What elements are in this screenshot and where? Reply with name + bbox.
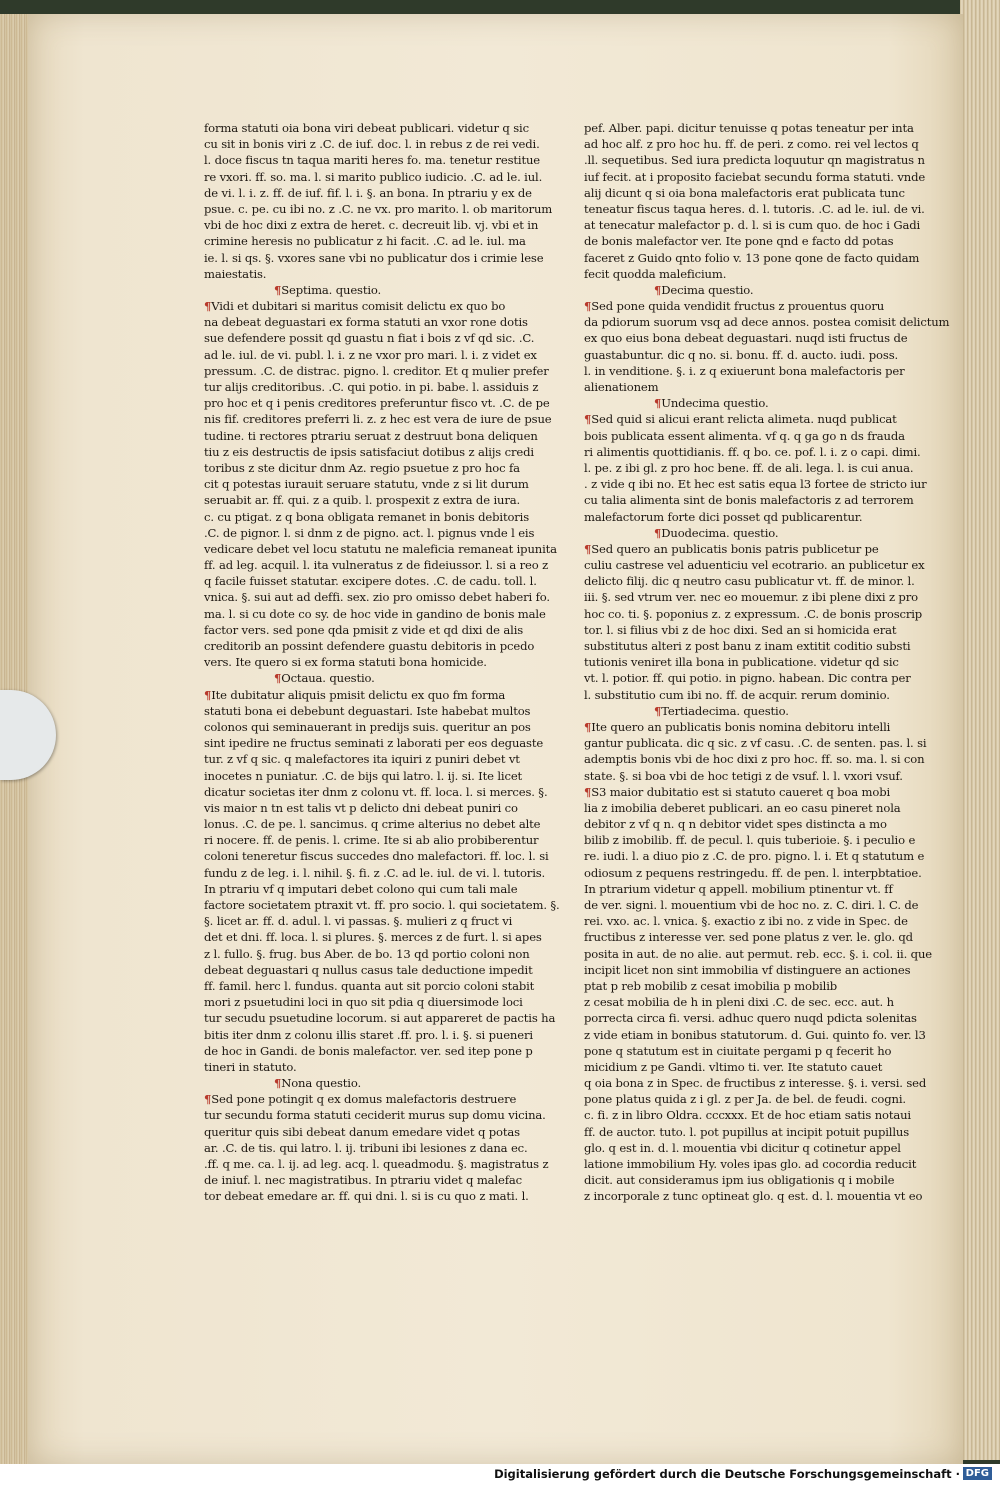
line-text: z cesat mobilia de h in pleni dixi .C. de sec. ecc. aut. h (584, 995, 894, 1010)
line-text: factore societatem ptraxit vt. ff. pro socio. l. qui societatem. §. (204, 898, 560, 912)
line-text: q oia bona z in Spec. de fructibus z interesse. §. i. versi. sed (584, 1076, 927, 1091)
line-text: porrecta circa fi. versi. adhuc quero nuqd pdicta solenitas (584, 1011, 917, 1026)
line-text: pone platus quida z i gl. z per Ja. de bel. de feudi. cogni. (584, 1092, 906, 1107)
line-text: sue defendere possit qd guastu n fiat i bois z vf qd sic. .C. (204, 331, 535, 346)
line-text: l. doce fiscus tn taqua mariti heres fo. ma. tenetur restitue (204, 153, 540, 168)
text-line (204, 897, 560, 913)
line-text: delicto filij. dic q neutro casu publicatur vt. ff. de minor. l. (584, 574, 915, 589)
line-text: crimine heresis no publicatur z hi facit. .C. ad le. iul. ma (204, 234, 526, 249)
line-text: bois publicata essent alimenta. vf q. q ga go n ds frauda (584, 428, 905, 443)
line-text: vt. l. potior. ff. qui potio. in pigno. habean. Dic contra per (584, 671, 911, 686)
line-text: tor. l. si filius vbi z de hoc dixi. Sed an si homicida erat (584, 622, 897, 637)
line-text: Septima. questio. (281, 282, 382, 297)
funding-credit: Digitalisierung gefördert durch die Deutsche Forschungsgemeinschaft · (494, 1467, 960, 1481)
text-line (584, 1172, 894, 1188)
line-text: In ptrarium videtur q appell. mobilium ptinentur vt. ff (584, 881, 893, 896)
text-line (584, 897, 919, 913)
line-text: .C. de pignor. l. si dnm z de pigno. act. l. pignus vnde l eis (204, 525, 535, 540)
paragraph-start-line (584, 784, 894, 800)
line-text: tutionis veniret illa bona in publicatione. videtur qd sic (584, 655, 899, 670)
text-line (584, 1091, 906, 1107)
text-line (204, 347, 537, 363)
line-text: ademptis bonis vbi de hoc dixi z pro hoc. ff. so. ma. l. si con (584, 752, 925, 767)
line-text: Duodecima. questio. (661, 525, 779, 540)
line-text: forma statuti oia bona viri debeat publicari. videtur q sic (204, 121, 529, 135)
line-text: de ver. signi. l. mouentium vbi de hoc no. z. C. diri. l. C. de (584, 898, 919, 912)
paragraph-start-line (204, 687, 514, 703)
line-text: alij dicunt q si oia bona malefactoris erat publicata tunc (584, 185, 905, 200)
text-line (584, 476, 927, 492)
line-text: Decima questio. (661, 282, 754, 297)
text-line (584, 233, 894, 249)
line-text: cit q potestas iurauit seruare statutu, vnde z si lit durum (204, 477, 529, 492)
text-line (204, 492, 521, 508)
line-text: Undecima questio. (661, 396, 769, 411)
line-text: re. iudi. l. a diuo pio z .C. de pro. pigno. l. i. Et q statutum e (584, 849, 925, 864)
line-text: statuti bona ei debebunt deguastari. Iste habebat multos (204, 703, 531, 718)
line-text: toribus z ste dicitur dnm Az. regio psuetue z pro hoc fa (204, 460, 520, 475)
text-line (584, 201, 925, 217)
line-text: c. cu ptigat. z q bona obligata remanet in bonis debitoris (204, 509, 530, 524)
text-line (204, 1156, 549, 1172)
text-line (584, 347, 899, 363)
text-line (204, 751, 520, 767)
text-line (584, 1107, 911, 1123)
line-text: colonos qui seminauerant in predijs suis. queritur an pos (204, 719, 531, 734)
question-heading (204, 670, 514, 686)
text-line (204, 233, 526, 249)
line-text: ff. famil. herc l. fundus. quanta aut sit porcio coloni stabit (204, 978, 535, 993)
line-text: debeat deguastari q nullus casus tale deductione impedit (204, 962, 533, 977)
line-text: bitis iter dnm z colonu illis staret .ff. pro. l. i. §. si pueneri (204, 1027, 533, 1042)
text-line (584, 929, 913, 945)
line-text: guastabuntur. dic q no. si. bonu. ff. d. aucto. iudi. poss. (584, 347, 899, 362)
text-line (204, 703, 531, 719)
line-text: §. licet ar. ff. d. adul. l. vi passas. §. mulieri z q fruct vi (204, 914, 513, 929)
line-text: queritur quis sibi debeat danum emedare videt q potas (204, 1124, 520, 1139)
text-line (584, 136, 919, 152)
text-line (584, 169, 926, 185)
line-text: coloni teneretur fiscus succedes dno malefactori. ff. loc. l. si (204, 849, 549, 864)
line-text: vnica. §. sui aut ad deffi. sex. zio pro omisso debet haberi fo. (204, 590, 550, 605)
line-text: state. §. si boa vbi de hoc tetigi z de vsuf. l. l. vxori vsuf. (584, 768, 903, 783)
line-text: na debeat deguastari ex forma statuti an vxor rone dotis (204, 315, 528, 330)
text-line (584, 881, 894, 897)
line-text: ar. .C. de tis. qui latro. l. ij. tribuni ibi lesiones z dana ec. (204, 1140, 528, 1155)
line-text: fecit quodda maleficium. (584, 266, 727, 281)
line-text: at tenecatur malefactor p. d. l. si is cum quo. de hoc i Gadi (584, 218, 921, 233)
text-line (204, 929, 542, 945)
text-line (204, 557, 549, 573)
text-line (584, 913, 908, 929)
line-text: teneatur fiscus taqua heres. d. l. tutoris. .C. ad le. iul. de vi. (584, 201, 925, 216)
line-text: S3 maior dubitatio est si statuto caueret q boa mobi (591, 784, 891, 799)
line-text: Sed pone quida vendidit fructus z prouentus quoru (591, 299, 885, 314)
rubric-mark: ¶ (654, 282, 662, 297)
rubric-mark: ¶ (654, 396, 662, 411)
text-line (584, 768, 903, 784)
text-line (584, 638, 911, 654)
text-line (204, 573, 537, 589)
line-text: ri nocere. ff. de penis. l. crime. Ite si ab alio probiberentur (204, 833, 539, 848)
line-text: z vide etiam in bonibus statutorum. d. Gui. quinto fo. ver. l3 (584, 1027, 926, 1042)
line-text: ad le. iul. de vi. publ. l. i. z ne vxor pro mari. l. i. z videt ex (204, 347, 537, 362)
line-text: Vidi et dubitari si maritus comisit delictu ex quo bo (211, 299, 506, 314)
text-line (584, 1059, 894, 1075)
line-text: malefactorum forte dici posset qd publicarentur. (584, 509, 863, 524)
line-text: Sed quid si alicui erant relicta alimeta. nuqd publicat (591, 412, 897, 427)
text-line (584, 735, 927, 751)
line-text: Sed pone potingit q ex domus malefactoris destruere (211, 1092, 517, 1107)
line-text: debitor z vf q n. q n debitor videt spes distincta a mo (584, 817, 887, 832)
line-text: pressum. .C. de distrac. pigno. l. creditor. Et q mulier prefer (204, 363, 549, 378)
text-line (204, 832, 539, 848)
text-line (584, 573, 915, 589)
text-line (584, 589, 918, 605)
line-text: tur secudu psuetudine locorum. si aut appareret de pactis ha (204, 1011, 556, 1026)
line-text: pef. Alber. papi. dicitur tenuisse q potas teneatur per inta (584, 121, 914, 135)
line-text: creditorib an possint defendere guastu debitoris in pcedo (204, 639, 535, 653)
text-line (204, 1124, 520, 1140)
paragraph-mark: ¶ (204, 299, 212, 314)
line-text: de iniuf. l. nec magistratibus. In ptrariu videt q malefac (204, 1173, 522, 1188)
question-heading (204, 1075, 514, 1091)
paragraph-mark: ¶ (584, 541, 592, 556)
paragraph-start-line (584, 719, 894, 735)
line-text: z l. fullo. §. frug. bus Aber. de bo. 13 qd portio coloni non (204, 946, 530, 961)
line-text: latione immobilium Hy. voles ipas glo. ad cocordia reducit (584, 1157, 917, 1171)
line-text: l. in venditione. §. i. z q exiuerunt bona malefactoris per (584, 363, 905, 378)
line-text: tor debeat emedare ar. ff. qui dni. l. si is cu quo z mati. l. (204, 1189, 529, 1204)
line-text: nis fif. creditores preferri li. z. z hec est vera de iure de psue (204, 412, 552, 427)
line-text: psue. c. pe. cu ibi no. z .C. ne vx. pro marito. l. ob maritorum (204, 201, 553, 216)
line-text: dicit. aut consideramus ipm ius obligationis q i mobile (584, 1173, 895, 1188)
line-text: iuf fecit. at i proposito faciebat secundu forma statuti. vnde (584, 169, 926, 184)
rubric-mark: ¶ (274, 282, 282, 297)
line-text: gantur publicata. dic q sic. z vf casu. .C. de senten. pas. l. si (584, 736, 927, 751)
text-line (204, 509, 530, 525)
text-line (584, 994, 894, 1010)
text-line (584, 314, 950, 330)
paragraph-start-line (204, 1091, 517, 1107)
text-line (204, 1172, 522, 1188)
text-line (584, 185, 905, 201)
line-text: fructibus z interesse ver. sed pone platus z ver. le. glo. qd (584, 930, 913, 945)
text-line (204, 379, 539, 395)
line-text: re vxori. ff. so. ma. l. si marito publico iudicio. .C. ad le. iul. (204, 169, 543, 184)
line-text: incipit licet non sint immobilia vf distinguere an actiones (584, 962, 911, 977)
text-line (204, 541, 557, 557)
line-text: de bonis malefactor ver. Ite pone qnd e facto dd potas (584, 234, 894, 249)
text-line (584, 1043, 894, 1059)
text-line (204, 735, 544, 751)
text-line (204, 266, 514, 282)
text-line (584, 1140, 901, 1156)
text-line (204, 962, 533, 978)
line-text: Ite dubitatur aliquis pmisit delictu ex quo fm forma (211, 687, 506, 702)
paragraph-start-line (584, 541, 894, 557)
text-line (204, 994, 523, 1010)
line-text: ma. l. si cu dote co sy. de hoc vide in gandino de bonis male (204, 606, 546, 621)
paragraph-mark: ¶ (584, 719, 592, 734)
line-text: glo. q est in. d. l. mouentia vbi dicitur q cotinetur appel (584, 1140, 901, 1155)
text-line (584, 250, 920, 266)
text-line (204, 330, 535, 346)
line-text: tiu z eis destructis de ipsis satisfaciut dotibus z alijs credi (204, 444, 534, 459)
line-text: Ite quero an publicatis bonis nomina debitoru intelli (591, 719, 891, 734)
text-line (584, 1075, 927, 1091)
line-text: tur. z vf q sic. q malefactores ita iquiri z puniri debet vt (204, 752, 520, 767)
line-text: odiosum z pequens restringedu. ff. de pen. l. interpbtatioe. (584, 865, 922, 880)
line-text: alienationem (584, 380, 659, 394)
line-text: tineri in statuto. (204, 1059, 297, 1074)
text-line (204, 719, 531, 735)
line-text: tudine. ti rectores ptrariu seruat z destruut bona deliquen (204, 428, 538, 443)
line-text: mori z psuetudini loci in quo sit pdia q diuersimode loci (204, 995, 523, 1010)
text-line (204, 654, 514, 670)
text-line (584, 1188, 923, 1204)
text-line (584, 865, 922, 881)
paragraph-start-line (584, 411, 897, 427)
line-text: tur secundu forma statuti ceciderit murus sup domu vicina. (204, 1108, 546, 1123)
line-text: dicatur societas iter dnm z colonu vt. ff. loca. l. si merces. §. (204, 784, 548, 799)
rubric-mark: ¶ (654, 703, 662, 718)
text-line (204, 978, 535, 994)
paragraph-mark: ¶ (584, 784, 592, 799)
text-line (584, 654, 899, 670)
line-text: Sed quero an publicatis bonis patris publicetur pe (591, 541, 879, 556)
text-line (204, 428, 538, 444)
line-text: factor vers. sed pone qda pmisit z vide et qd dixi de alis (204, 622, 524, 637)
line-text: l. pe. z ibi gl. z pro hoc bene. ff. de ali. lega. l. is cui anua. (584, 460, 914, 475)
text-line (204, 476, 529, 492)
text-line (584, 978, 894, 994)
rubric-mark: ¶ (274, 1076, 282, 1091)
text-line (204, 314, 528, 330)
line-text: ad hoc alf. z pro hoc hu. ff. de peri. z como. rei vel lectos q (584, 137, 919, 152)
text-line (204, 1010, 556, 1026)
question-heading (204, 282, 514, 298)
text-line (584, 266, 894, 282)
text-line (584, 1027, 926, 1043)
text-line (204, 1188, 529, 1204)
line-text: . z vide q ibi no. Et hec est satis equa l3 fortee de stricto iur (584, 477, 927, 492)
line-text: Octaua. questio. (281, 671, 375, 686)
line-text: Tertiadecima. questio. (661, 703, 789, 718)
text-line (204, 169, 543, 185)
text-line (204, 395, 550, 411)
text-line (204, 363, 549, 379)
line-text: lonus. .C. de pe. l. sancimus. q crime alterius no debet alte (204, 817, 541, 832)
text-line (204, 152, 540, 168)
line-text: substitutus alteri z post banu z inam extitit coditio substi (584, 639, 911, 653)
line-text: micidium z pe Gandi. vltimo ti. ver. Ite statuto cauet (584, 1059, 883, 1074)
line-text: det et dni. ff. loca. l. si plures. §. merces z de furt. l. si apes (204, 930, 542, 945)
text-line (204, 201, 553, 217)
line-text: culiu castrese vel aduenticiu vel ecotrario. an publicetur ex (584, 558, 925, 573)
text-line (204, 816, 541, 832)
text-line (204, 946, 530, 962)
text-line (204, 1107, 546, 1123)
text-line (584, 1010, 917, 1026)
line-text: seruabit ar. ff. qui. z a quib. l. prospexit z extra de iura. (204, 493, 521, 508)
paragraph-mark: ¶ (204, 1092, 212, 1107)
text-line (584, 152, 925, 168)
line-text: vis maior n tn est talis vt p delicto dni debeat puniri co (204, 800, 518, 815)
text-line (204, 525, 535, 541)
question-heading (584, 282, 894, 298)
text-line (204, 120, 529, 136)
paragraph-start-line (204, 298, 514, 314)
text-line (204, 185, 532, 201)
line-text: ptat p reb mobilib z cesat imobilia p mobilib (584, 978, 838, 993)
paragraph-mark: ¶ (204, 687, 212, 702)
text-line (584, 492, 914, 508)
text-line (204, 606, 546, 622)
line-text: bilib z imobilib. ff. de pecul. l. quis tuberioie. §. i peculio e (584, 833, 916, 848)
paragraph-start-line (584, 298, 894, 314)
text-line (204, 913, 514, 929)
text-line (204, 589, 550, 605)
line-text: posita in aut. de no alie. aut permut. reb. ecc. §. i. col. ii. que (584, 946, 932, 961)
text-line (204, 784, 548, 800)
text-line (584, 1124, 910, 1140)
text-line (584, 1156, 917, 1172)
text-line (584, 363, 905, 379)
text-line (584, 217, 921, 233)
line-text: de vi. l. i. z. ff. de iuf. fif. l. i. §. an bona. In ptrariu y ex de (204, 185, 532, 200)
text-line (584, 962, 911, 978)
question-heading (584, 525, 894, 541)
line-text: inocetes n puniatur. .C. de bijs qui latro. l. ij. si. Ite licet (204, 768, 523, 783)
text-line (584, 751, 925, 767)
text-line (204, 1059, 514, 1075)
text-line (204, 768, 523, 784)
text-line (584, 816, 894, 832)
text-line (204, 217, 539, 233)
text-line (584, 606, 923, 622)
line-text: cu talia alimenta sint de bonis malefactoris z ad terrorem (584, 493, 914, 508)
text-line (584, 848, 925, 864)
right-text-column (584, 120, 950, 1205)
text-line (584, 460, 914, 476)
line-text: lia z imobilia deberet publicari. an eo casu pineret nola (584, 800, 901, 815)
line-text: pro hoc et q i penis creditores preferuntur fisco vt. .C. de pe (204, 396, 550, 411)
line-text: .ff. q me. ca. l. ij. ad leg. acq. l. queadmodu. §. magistratus z (204, 1157, 549, 1171)
text-line (584, 557, 925, 573)
line-text: cu sit in bonis viri z .C. de iuf. doc. l. in rebus z de rei vedi. (204, 137, 540, 152)
text-line (204, 460, 520, 476)
line-text: ie. l. si qs. §. vxores sane vbi no publicatur dos i crimie lese (204, 250, 544, 265)
line-text: fundu z de leg. i. l. nihil. §. fi. z .C. ad le. iul. de vi. l. tutoris. (204, 865, 546, 880)
text-line (204, 848, 549, 864)
text-line (584, 428, 905, 444)
text-line (204, 136, 540, 152)
line-text: .ll. sequetibus. Sed iura predicta loquutur qn magistratus n (584, 153, 925, 168)
text-line (584, 670, 911, 686)
text-line (584, 509, 894, 525)
left-text-column (204, 120, 560, 1205)
rubric-mark: ¶ (654, 525, 662, 540)
text-line (584, 379, 894, 395)
question-heading (584, 703, 894, 719)
line-text: vers. Ite quero si ex forma statuti bona homicide. (204, 655, 487, 670)
line-text: ri alimentis quottidianis. ff. q bo. ce. pof. l. i. z o capi. dimi. (584, 444, 921, 459)
text-line (584, 622, 897, 638)
line-text: de hoc in Gandi. de bonis malefactor. ver. sed itep pone p (204, 1043, 533, 1058)
line-text: faceret z Guido qnto folio v. 13 pone qone de facto quidam (584, 250, 920, 265)
text-line (204, 865, 546, 881)
line-text: iii. §. sed vtrum ver. nec eo mouemur. z ibi plene dixi z pro (584, 590, 918, 605)
paragraph-mark: ¶ (584, 412, 592, 427)
text-line (584, 946, 932, 962)
text-line (584, 800, 901, 816)
text-line (584, 832, 916, 848)
line-text: rei. vxo. ac. l. vnica. §. exactio z ibi no. z vide in Spec. de (584, 914, 908, 929)
text-line (204, 1043, 533, 1059)
line-text: sint ipedire ne fructus seminati z laborati per eos deguaste (204, 736, 544, 751)
text-line (584, 687, 894, 703)
text-line (204, 622, 524, 638)
line-text: maiestatis. (204, 266, 267, 281)
line-text: pone q statutum est in ciuitate pergami p q fecerit ho (584, 1043, 892, 1058)
line-text: ff. de auctor. tuto. l. pot pupillus at incipit potuit pupillus (584, 1124, 910, 1139)
line-text: In ptrariu vf q imputari debet colono qui cum tali male (204, 881, 518, 896)
text-line (204, 250, 544, 266)
paragraph-mark: ¶ (584, 299, 592, 314)
text-line (204, 1140, 528, 1156)
line-text: ff. ad leg. acquil. l. ita vulneratus z de fideiussor. l. si a reo z (204, 558, 549, 573)
line-text: da pdiorum suorum vsq ad dece annos. postea comisit delictum (584, 315, 950, 330)
line-text: vedicare debet vel locu statutu ne maleficia remaneat ipunita (204, 541, 557, 556)
question-heading (584, 395, 894, 411)
line-text: Nona questio. (281, 1076, 362, 1091)
text-line (204, 800, 518, 816)
line-text: tur alijs creditoribus. .C. qui potio. in pi. babe. l. assiduis z (204, 380, 539, 394)
line-text: q facile fuisset statutar. excipere dotes. .C. de cadu. toll. l. (204, 574, 537, 589)
text-line (204, 444, 534, 460)
text-line (584, 120, 914, 136)
line-text: hoc co. ti. §. poponius z. z expressum. .C. de bonis proscrip (584, 606, 923, 621)
text-line (584, 330, 908, 346)
text-line (204, 881, 518, 897)
text-line (204, 638, 535, 654)
line-text: ex quo eius bona debeat deguastari. nuqd isti fructus de (584, 331, 908, 346)
rubric-mark: ¶ (274, 671, 282, 686)
line-text: z incorporale z tunc optineat glo. q est. d. l. mouentia vt eo (584, 1189, 923, 1204)
footer-bar (0, 1464, 1000, 1485)
text-line (584, 444, 921, 460)
page-stack-right (960, 0, 1000, 1460)
text-line (204, 411, 552, 427)
dfg-logo: DFG (963, 1467, 992, 1480)
line-text: l. substitutio cum ibi no. ff. de acquir. rerum dominio. (584, 687, 890, 702)
text-line (204, 1027, 533, 1043)
line-text: vbi de hoc dixi z extra de heret. c. decreuit lib. vj. vbi et in (204, 218, 539, 233)
line-text: c. fi. z in libro Oldra. cccxxx. Et de hoc etiam satis notaui (584, 1108, 911, 1123)
